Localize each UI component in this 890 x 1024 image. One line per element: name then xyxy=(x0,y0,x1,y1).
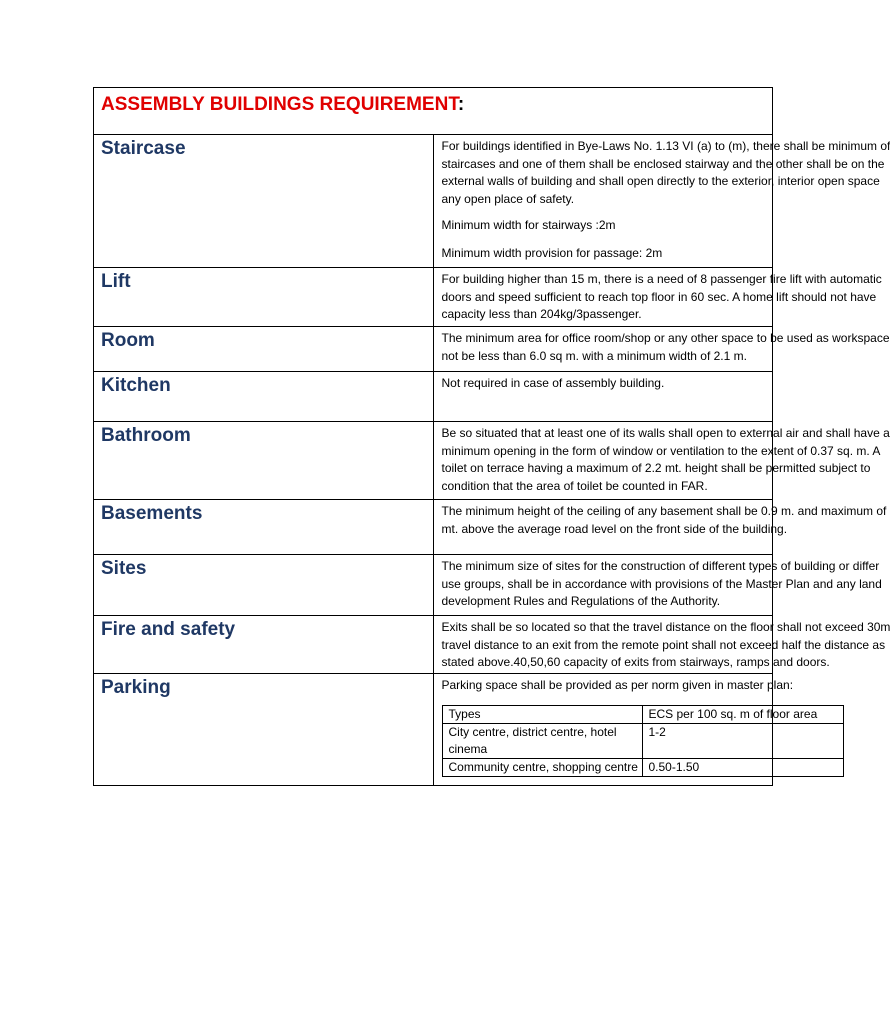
row-label-room: Room xyxy=(94,327,434,372)
row-label-kitchen: Kitchen xyxy=(94,372,434,422)
bathroom-line-4: condition that the area of toilet be counted in FAR. xyxy=(441,478,708,493)
title-colon: : xyxy=(457,94,465,115)
row-lift xyxy=(94,268,773,327)
bathroom-line-3: toilet on terrace having a maximum of 2.2 mt. height shall be permitted subject to xyxy=(441,461,871,475)
row-label-basements: Basements xyxy=(94,500,434,555)
row-label-parking: Parking xyxy=(94,674,434,786)
staircase-line-1: For buildings identified in Bye-Laws No. 1.13 VI (a) to (m), there shall be minimum of xyxy=(441,139,890,153)
parking-norms-table xyxy=(442,705,844,777)
row-label-sites: Sites xyxy=(94,555,434,616)
row-content-basements xyxy=(433,500,887,555)
title-text: ASSEMBLY BUILDINGS REQUIREMENT xyxy=(101,94,458,115)
row-label-staircase: Staircase xyxy=(94,135,434,268)
staircase-passage-width: Minimum width provision for passage: 2m xyxy=(441,245,663,260)
lift-line-3: capacity less than 204kg/3passenger. xyxy=(441,307,642,321)
staircase-stairway-width: Minimum width for stairways :2m xyxy=(441,218,616,232)
requirements-table xyxy=(93,87,890,786)
bathroom-line-2: minimum opening in the form of window or ventilation to the extent of 0.37 sq. m. A xyxy=(441,443,881,458)
parking-cell-ecs: 0.50-1.50 xyxy=(642,758,843,776)
parking-table-row xyxy=(442,758,843,776)
row-content-bathroom xyxy=(433,422,890,500)
bathroom-line-1: Be so situated that at least one of its walls shall open to external air and shall have a xyxy=(441,426,890,440)
row-parking xyxy=(94,674,773,786)
room-line-1: The minimum area for office room/shop or any other space to be used as workspace xyxy=(441,331,890,345)
row-label-fire-and-safety: Fire and safety xyxy=(94,616,434,674)
document-title xyxy=(94,88,773,135)
row-content-fire-and-safety xyxy=(433,616,890,674)
basements-line-2: mt. above the average road level on the front side of the building. xyxy=(441,521,788,536)
staircase-line-4: any open place of safety. xyxy=(441,191,575,206)
row-basements xyxy=(94,500,773,555)
row-staircase xyxy=(94,135,773,268)
fire-line-2: travel distance to an exit from the remote point shall not exceed half the distance as xyxy=(441,637,886,652)
row-content-parking xyxy=(433,674,818,786)
sites-line-2: use groups, shall be in accordance with provisions of the Master Plan and any land xyxy=(441,576,882,591)
room-line-2: not be less than 6.0 sq m. with a minimum width of 2.1 m. xyxy=(441,348,747,363)
row-content-staircase xyxy=(433,135,890,268)
row-kitchen xyxy=(94,372,773,422)
sites-line-3: development Rules and Regulations of the Authority. xyxy=(441,594,721,608)
row-content-kitchen xyxy=(433,372,773,422)
parking-table-header xyxy=(442,705,843,723)
sites-line-1: The minimum size of sites for the construction of different types of building or differ xyxy=(441,559,880,573)
staircase-line-3: external walls of building and shall open directly to the exterior, interior open space xyxy=(441,174,880,188)
row-bathroom xyxy=(94,422,773,500)
parking-cell-ecs: 1-2 xyxy=(642,723,843,758)
row-content-room xyxy=(433,327,890,372)
staircase-line-2: staircases and one of them shall be enclosed stairway and the other shall be on the xyxy=(441,156,885,171)
row-sites xyxy=(94,555,773,616)
basements-line-1: The minimum height of the ceiling of any basement shall be 0.9 m. and maximum of xyxy=(441,504,887,518)
row-content-sites xyxy=(433,555,882,616)
lift-line-1: For building higher than 15 m, there is a need of 8 passenger fire lift with automatic xyxy=(441,272,882,286)
parking-cell-type: Community centre, shopping centre xyxy=(442,758,642,776)
row-label-bathroom: Bathroom xyxy=(94,422,434,500)
row-label-lift: Lift xyxy=(94,268,434,327)
row-content-lift xyxy=(433,268,882,327)
fire-line-1: Exits shall be so located so that the travel distance on the floor shall not exceed 30m xyxy=(441,620,890,634)
parking-table-row xyxy=(442,723,843,758)
kitchen-line-1: Not required in case of assembly building. xyxy=(441,376,665,390)
fire-line-3: stated above.40,50,60 capacity of exits from stairways, ramps and doors. xyxy=(441,655,830,669)
lift-line-2: doors and speed sufficient to reach top floor in 60 sec. A home lift should not have xyxy=(441,289,877,304)
parking-cell-type: City centre, district centre, hotel cinema xyxy=(442,723,642,758)
row-room xyxy=(94,327,773,372)
parking-header-types: Types xyxy=(442,705,642,723)
parking-header-ecs: ECS per 100 sq. m of floor area xyxy=(642,705,843,723)
row-fire-and-safety xyxy=(94,616,773,674)
parking-line-1: Parking space shall be provided as per norm given in master plan: xyxy=(441,678,794,692)
